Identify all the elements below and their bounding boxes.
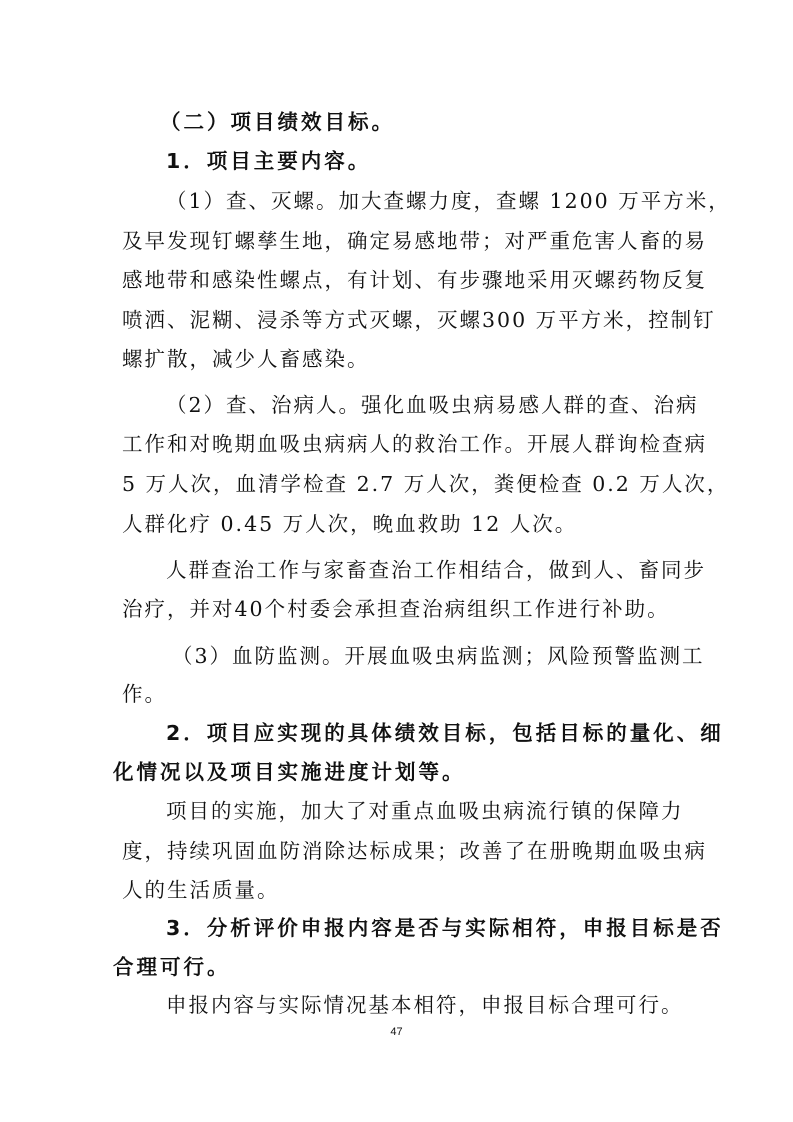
paragraph-line: 螺扩散，减少人畜感染。	[122, 347, 370, 371]
section3-title: 3．分析评价申报内容是否与实际相符，申报目标是否	[166, 916, 724, 940]
paragraph-line: （1）查、灭螺。加大查螺力度，查螺 1200 万平方米，	[166, 189, 731, 213]
section1-title: 1．项目主要内容。	[166, 149, 372, 173]
paragraph-line: 度，持续巩固血防消除达标成果；改善了在册晚期血吸虫病	[122, 839, 707, 863]
page-number: 47	[390, 1026, 403, 1038]
paragraph-line: 作。	[122, 682, 167, 706]
section2-title: 2．项目应实现的具体绩效目标，包括目标的量化、细	[166, 721, 724, 745]
paragraph-line: 5 万人次，血清学检查 2.7 万人次，粪便检查 0.2 万人次，	[122, 472, 730, 496]
paragraph-line: 申报内容与实际情况基本相符，申报目标合理可行。	[166, 993, 684, 1017]
section3-title: 合理可行。	[113, 955, 231, 979]
paragraph-line: 及早发现钉螺孳生地，确定易感地带；对严重危害人畜的易	[122, 229, 707, 253]
paragraph-line: 工作和对晚期血吸虫病病人的救治工作。开展人群询检查病	[122, 432, 707, 456]
paragraph-line: 喷洒、泥糊、浸杀等方式灭螺，灭螺300 万平方米，控制钉	[122, 308, 716, 332]
paragraph-line: （2）查、治病人。强化血吸虫病易感人群的查、治病	[166, 393, 699, 417]
section-heading: （二）项目绩效目标。	[160, 110, 395, 134]
section2-title: 化情况以及项目实施进度计划等。	[113, 760, 466, 784]
paragraph-line: 人的生活质量。	[122, 878, 280, 902]
paragraph-line: 人群查治工作与家畜查治工作相结合，做到人、畜同步	[166, 558, 706, 582]
paragraph-line: 人群化疗 0.45 万人次，晚血救助 12 人次。	[122, 512, 578, 536]
paragraph-line: 治疗，并对40个村委会承担查治病组织工作进行补助。	[122, 597, 670, 621]
paragraph-line: 感地带和感染性螺点，有计划、有步骤地采用灭螺药物反复	[122, 268, 707, 292]
paragraph-line: 项目的实施，加大了对重点血吸虫病流行镇的保障力	[166, 799, 684, 823]
paragraph-line: （3）血防监测。开展血吸虫病监测；风险预警监测工	[172, 644, 705, 668]
